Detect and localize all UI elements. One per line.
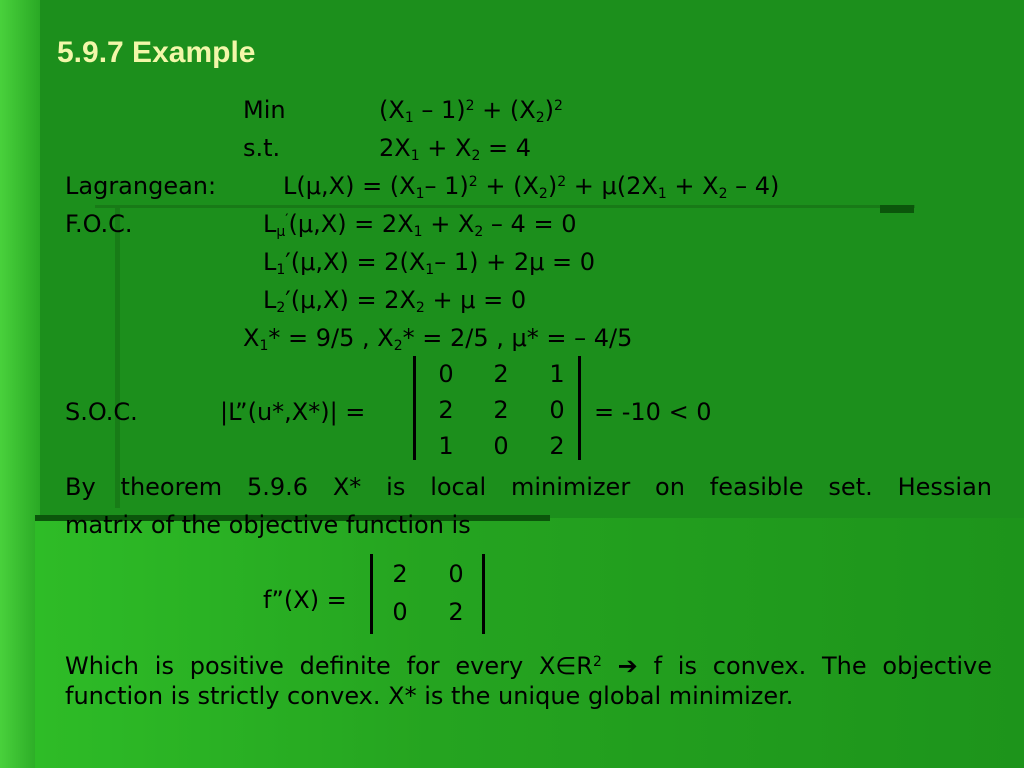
decorative-rule-vertical [115,208,120,508]
theorem-line-2: matrix of the objective function is [65,511,471,539]
objective-hessian-matrix [370,554,485,634]
background-light-strip [0,0,40,768]
soc-lhs: |L”(u*,X*)| = [220,398,366,426]
matrix-cell: 2 [392,560,408,588]
matrix-cell: 2 [438,396,454,424]
matrix-cell: 0 [549,396,565,424]
soc-label: S.O.C. [65,398,138,426]
matrix-cell: 2 [448,598,464,626]
slide-title: 5.9.7 Example [57,36,256,69]
matrix-cell: 0 [438,360,454,388]
background-lower-band [35,518,1024,768]
matrix-cell: 1 [549,360,565,388]
foc-label: F.O.C. [65,210,133,238]
matrix-cell: 0 [392,598,408,626]
decorative-rule-top [95,205,915,208]
matrix-cell: 0 [448,560,464,588]
implies-arrow-icon: ➔ [601,652,654,680]
foc-equation-x2: $L_2'(\mu,X) = 2X_2 + \mu = 0$ [263,286,527,316]
min-expression: $(X_1 - 1)^2 + (X_2)^2$ [379,96,563,126]
foc-solution: $X_1* = 9/5$ , $X_2* = 2/5$ , μ* = – 4/5 [243,324,633,354]
constraint-expression: $2X_1 + X_2 = 4$ [379,134,532,164]
lagrangean-expression: $L(\mu,X) = (X_1-$ $1)^2 + (X_2)^2 + \mu(2X_1 + X_2 - 4)$ [283,172,780,202]
lagrangean-label: Lagrangean: [65,172,217,200]
matrix-cell: 1 [438,432,454,460]
matrix-cell: 0 [493,432,509,460]
foc-equation-mu: $L_\mu'(\mu,X) = 2X_1 + X_2 - 4 = 0$ [263,210,577,240]
decorative-bar-right [880,205,914,213]
element-of-symbol: ∈ [555,652,577,680]
matrix-cell: 2 [549,432,565,460]
bordered-hessian-matrix [413,356,581,460]
st-label: s.t. [243,134,281,162]
matrix-cell: 2 [493,396,509,424]
theorem-line-1: By theorem 5.9.6 X* is local minimizer on feasible set. Hessian [65,473,992,501]
matrix-cell: 2 [493,360,509,388]
soc-rhs: = -10 < 0 [594,398,712,426]
min-label: Min [243,96,286,124]
conclusion-paragraph: Which is positive definite for every $X\in R^2$ ➔ f is convex. The objective function is strictly convex. X* is the unique global minimizer. [65,652,992,710]
theorem-paragraph [65,472,992,540]
foc-equation-x1: $L_1'(\mu,X) = 2(X_1-$ 1) + 2μ = 0 [263,248,595,278]
hessian-lhs: f”(X) = [263,586,347,614]
